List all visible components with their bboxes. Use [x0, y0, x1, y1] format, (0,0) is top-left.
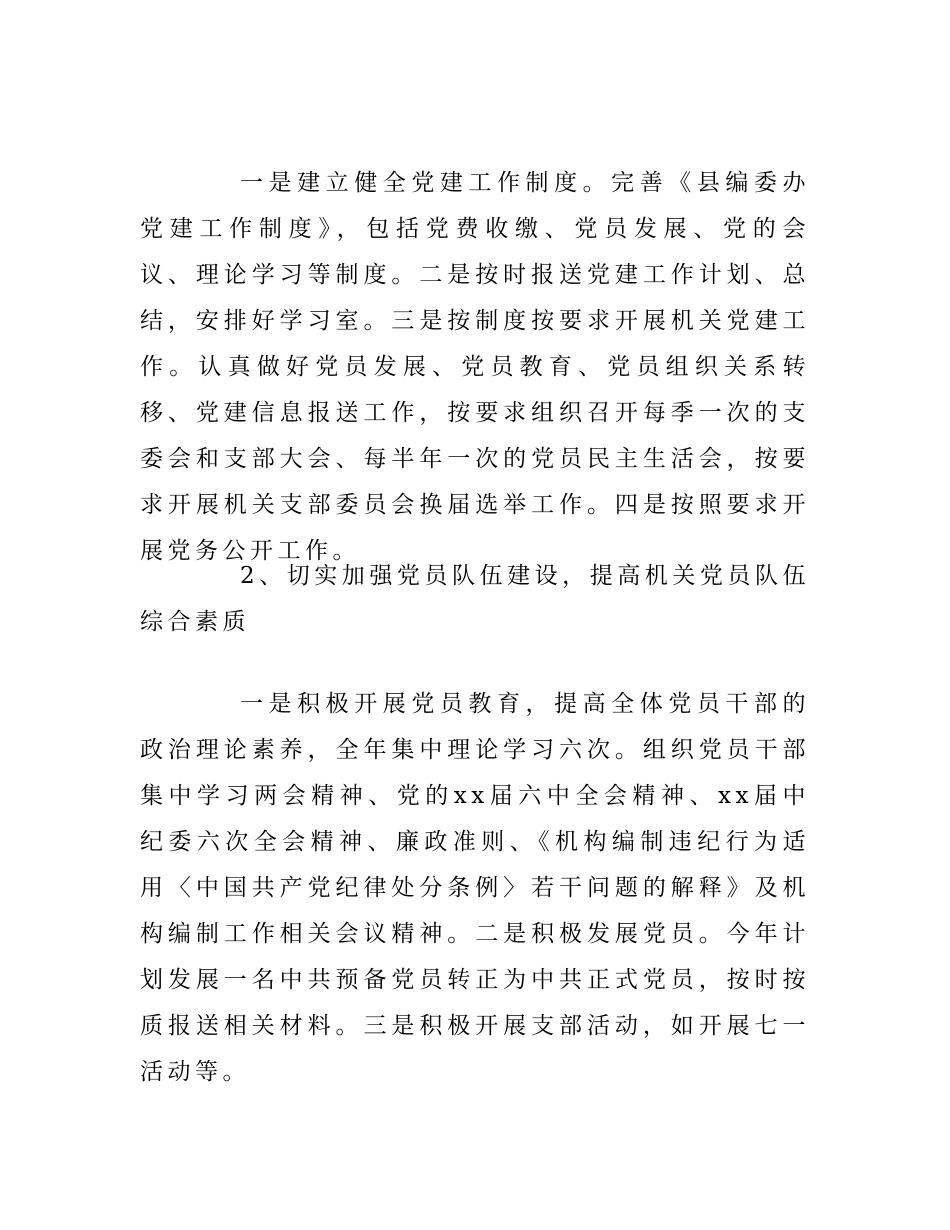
- paragraph-party-member-team: 一是积极开展党员教育，提高全体党员干部的政治理论素养，全年集中理论学习六次。组织党员干部集中学习两会精神、党的xx届六中全会精神、xx届中纪委六次全会精神、廉政准则、《机构编制违纪行为适用〈中国共产党纪律处分条例〉若干问题的解释》及机构编制工作相关会议精神。二是积极发展党员。今年计划发展一名中共预备党员转正为中共正式党员，按时按质报送相关材料。三是积极开展支部活动，如开展七一活动等。: [140, 691, 810, 1085]
- paragraph-party-building-system: 一是建立健全党建工作制度。完善《县编委办党建工作制度》，包括党费收缴、党员发展、党的会议、理论学习等制度。二是按时报送党建工作计划、总结，安排好学习室。三是按制度按要求开展机关党建工作。认真做好党员发展、党员教育、党员组织关系转移、党建信息报送工作，按要求组织召开每季一次的支委会和支部大会、每半年一次的党员民主生活会，按要求开展机关支部委员会换届选举工作。四是按照要求开展党务公开工作。: [140, 170, 810, 564]
- section-heading-2: 2、切实加强党员队伍建设，提高机关党员队伍综合素质: [140, 563, 810, 635]
